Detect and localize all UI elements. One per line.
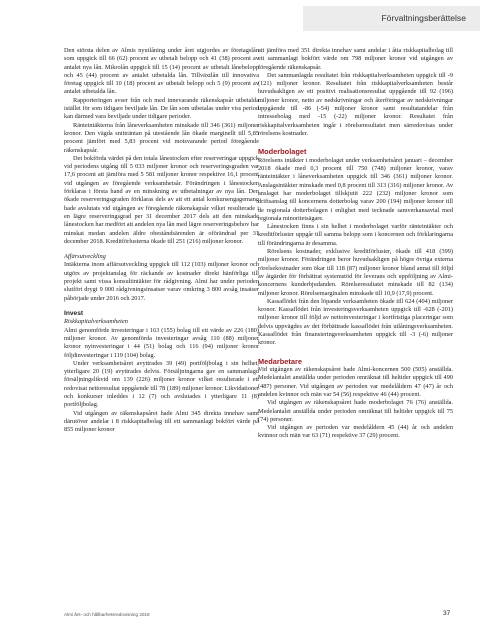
paragraph: Rapporteringen avser från och med innevarande räkenskapsår utbetalda istället för som tidigare beviljade lån. De lån som utbetalas under viss period kan därmed vara beviljade under tidigare perioder.	[64, 96, 259, 121]
left-column	[64, 47, 259, 435]
paragraph: Det bokförda värdet på den totala lånestocken efter reserveringar uppgick vid periodens utgång till 5 033 miljoner kronor och reserveringsgraden var 17,6 procent att jämföra med 5 581 miljoner kronor respektive 16,1 procent vid utgången av föregående verksamhetsår. Förändringen i lånestocken förklaras i första hand av en minskning av utbetalningar av nya lån. Den ökade reserveringsgraden förklaras dels av att ett antal konkursengagemang hade avslutats vid utgången av föregående räkenskapsår vilket resulterade i en lägre reserveringsgrad per 31 december 2017 dels att den minskade lånestocken har medfört att andelen nya lån med lägre reserveringsbehov har minskat medan andelen äldre obeståndsärenden är oförändrad per 31 december 2018. Kreditförlusterna ökade till 251 (216) miljoner kronor.	[64, 154, 259, 245]
paragraph: Vid utgången av perioden var medelåldern 45 (44) år och andelen kvinnor och män var 63 (71) respektive 37 (29) procent.	[258, 424, 453, 440]
paragraph: Intäkterna inom affärsutveckling uppgick till 112 (103) miljoner kronor och utgörs av projektanslag för räckande av kostnader direkt hänförliga till projekt samt vissa konsultintäkter för rådgivning. Almi har under perioden slutfört drygt 9 000 rådgivningsinsatser varav omkring 3 800 avsåg insatser påbörjade under 2016 och 2017.	[64, 261, 259, 302]
subheading-invest: Invest	[64, 309, 84, 317]
paragraph: Lånestocken finns i sin helhet i moderbolaget varför ränteintäkter och kreditförluster uppgår till samma belopp som i koncernen och förklaringarna till förändringarna är desamma.	[258, 223, 453, 247]
subheading-affarsutveckling: Affärsutveckling	[64, 253, 106, 261]
section-header-tab	[303, 6, 480, 31]
right-column	[258, 47, 453, 441]
subheading-riskkapital: Riskkapitalverksamheten	[64, 318, 128, 326]
paragraph: Rörelsens intäkter i moderbolaget under verksamhetsåret januari – december 2018 ökade med 0,3 procent till 750 (748) miljoner kronor, varav ränteintäkter i låneverksamheten uppgick till 346 (361) miljoner kronor. Anslagsintäkter minskade med 0,8 procent till 313 (316) miljoner kronor. Av anslaget har moderbolaget tillskjutit 222 (232) miljoner kronor som driftsanslag till koncernens dotterbolag varav 200 (194) miljoner kronor till de regionala dotterbolagen i enlighet med tecknade samverkansavtal med regionala minoritetsägare.	[258, 156, 453, 222]
paragraph: Rörelsens kostnader, exklusive kreditförluster, ökade till 418 (399) miljoner kronor. Förändringen beror huvudsakligen på högre övriga externa rörelsekostnader som ökar till 118 (87) miljoner kronor bland annat till följd av åtgärder för förbättrat systemstöd för leverans och uppföljning av Almi-koncernens kunderbjudanden. Rörelseresultatet minskade till 82 (134) miljoner kronor. Rörelsemarginalen minskade till 10,9 (17,9) procent.	[258, 248, 453, 297]
paragraph: att jämföra med 351 direkta innehav samt andelar i åtta riskkapitalbolag till ett sammanlagt bokfört värde om 798 miljoner kronor vid utgången av föregående räkenskapsår.	[258, 47, 453, 71]
paragraph: Ränteintäkterna från låneverksamheten minskade till 346 (361) miljoner kronor. Den vägda snitträntan på utestående lån ökade marginellt till 5,85 procent jämfört med 5,83 procent vid motsvarande period föregående räkenskapsår.	[64, 121, 259, 154]
paragraph: Almi genomförde investeringar i 163 (155) bolag till ett värde av 226 (180) miljoner kronor. Av genomförda investeringar avsåg 110 (88) miljoner kronor nyinvesteringar i 44 (51) bolag och 116 (94) miljoner kronor följdinvesteringar i 119 (104) bolag.	[64, 326, 259, 359]
paragraph: Under verksamhetsåret avyttrades 39 (49) portföljbolag i sin helhet, ytterligare 20 (19) avyttrades delvis. Försäljningarna gav en sammanlagd försäljningslikvid om 139 (226) miljoner kronor vilket resulterade i ett redovisat nettoresultat uppgående till 78 (189) miljoner kronor. Likvidationer och konkurser inleddes i 12 (7) och avslutades i ytterligare 11 (8) portföljbolag.	[64, 359, 259, 409]
heading-medarbetare: Medarbetare	[258, 356, 302, 366]
heading-moderbolaget: Moderbolaget	[258, 147, 307, 157]
section-title: Förvaltningsberättelse	[381, 13, 466, 23]
paragraph: Kassaflödet från den löpande verksamheten ökade till 624 (404) miljoner kronor. Kassaflödet från investeringsverksamheten uppgick till -628 (-201) miljoner kronor till följd av nettoinvesteringar i kortfristiga placeringar som delvis uppvägdes av det förbättrade kassaflödet från utlåningsverksamheten. Kassaflödet från finansieringsverksamheten uppgick till -3 (-6) miljoner kronor.	[258, 297, 453, 347]
footer-publication: Almi års- och hållbarhetsredovisning 2018	[64, 612, 150, 617]
paragraph: Vid utgången av räkenskapsåret hade moderbolaget 76 (76) anställda. Medelantalet anställda under perioden omräknat till heltider uppgick till 75 (74) personer.	[258, 399, 453, 423]
paragraph: Vid utgången av räkenskapsåret hade Almi 345 direkta innehav samt därutöver andelar i 8 riskkapitalbolag till ett sammanlagt bokfört värde på 855 miljoner kronor	[64, 409, 259, 434]
page-number: 37	[443, 610, 451, 617]
paragraph: Vid utgången av räkenskapsåret hade Almi-koncernen 500 (505) anställda. Medelantalet anställda under perioden omräknat till heltider uppgick till 490 (487) personer. Vid utgången av perioden var medelåldern 47 (47) år och andelen kvinnor och män var 54 (56) respektive 46 (44) procent.	[258, 366, 453, 398]
paragraph: Den största delen av Almis nyutlåning under året utgjordes av företagslån som uppgick till 66 (62) procent av utbetalt belopp och 41 (38) procent av antalet nya lån. Mikrolån uppgick till 15 (14) procent av utbetalt lånebelopp och 45 (44) procent av antalet utbetalda lån. Tillväxtlån till innovativa företag uppgick till 10 (18) procent av utbetalt belopp och 5 (9) procent av antalet utbetalda lån.	[64, 47, 259, 96]
paragraph: Det sammanlagda resultatet från riskkapitalverksamheten uppgick till -9 (121) miljoner kronor. Resultatet från riskkapitalverksamheten består huvudsakligen av ett positivt realisationsresultat uppgående till 92 (196) miljoner kronor, netto av nedskrivningar och återföringar av nedskrivningar uppgående till -86 (-54) miljoner kronor samt resultatandelar från intressebolag med -15 (-22) miljoner kronor. Resultatet från riskkapitalverksamheten ingår i rörelseresultatet men särredovisas under rörelsens kostnader.	[258, 71, 453, 137]
